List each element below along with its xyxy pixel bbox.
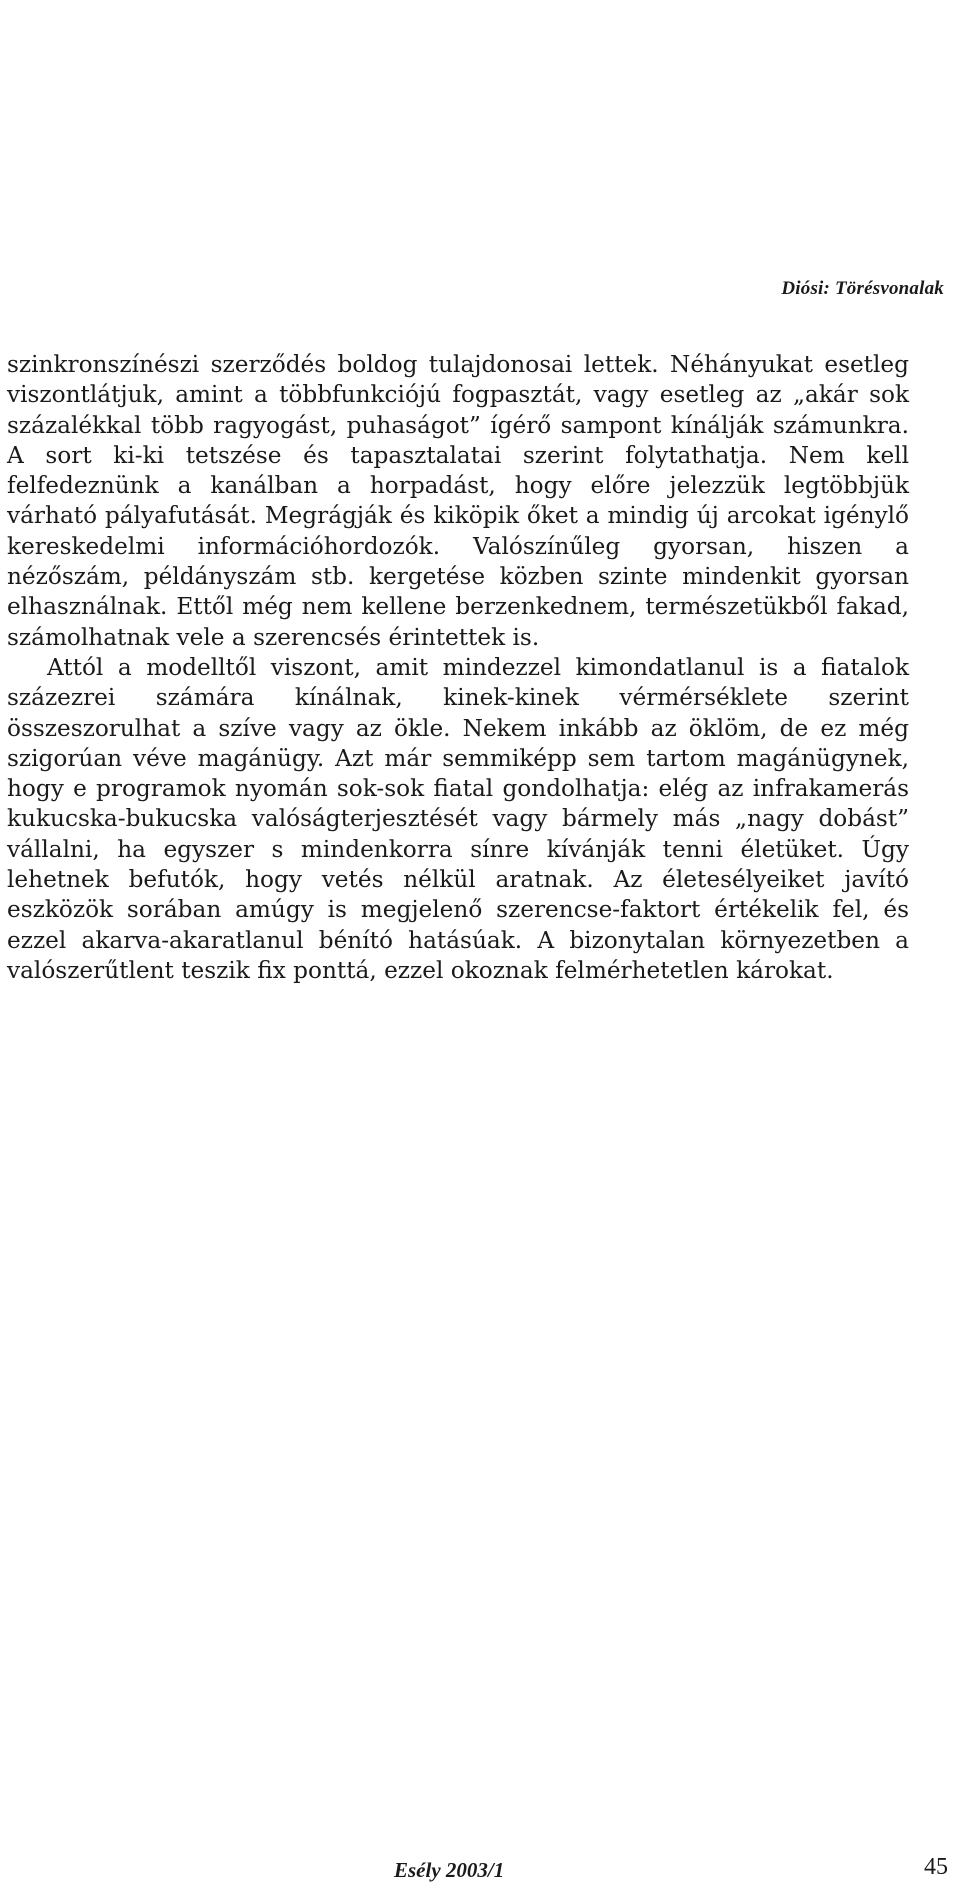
paragraph: szinkronszínészi szerződés boldog tulajdonosai lettek. Néhányukat esetleg viszontlátjuk, amint a többfunkciójú fogpasztát, vagy esetleg az „akár sok százalékkal több ragyogást, puhaságot” ígérő sampont kínálják számunkra. A sort ki-ki tetszése és tapasztalatai szerint folytathatja. Nem kell felfedeznünk a kanálban a horpadást, hogy előre jelezzük legtöbbjük várható pályafutását. Megrágják és kiköpik őket a mindig új arcokat igénylő kereskedelmi információhordozók. Valószínűleg gyorsan, hiszen a nézőszám, példányszám stb. kergetése közben szinte mindenkit gyorsan elhasználnak. Ettől még nem kellene berzenkednem, természetükből fakad, számolhatnak vele a szerencsés érintettek is. (7, 351, 909, 651)
running-head-title: Diósi: Törésvonalak (781, 278, 944, 299)
page-number: 45 (924, 1854, 948, 1880)
paragraph: Attól a modelltől viszont, amit mindezzel kimondatlanul is a fiatalok százezrei számára kínálnak, kinek-kinek vérmérséklete szerint összeszorulhat a szíve vagy az ökle. Nekem inkább az öklöm, de ez még szigorúan véve magánügy. Azt már semmiképp sem tartom magánügynek, hogy e programok nyomán sok-sok fiatal gondolhatja: elég az infrakamerás kukucska-bukucska valóságterjesztését vagy bármely más „nagy dobást” vállalni, ha egyszer s mindenkorra sínre kívánják tenni életüket. Úgy lehetnek befutók, hogy vetés nélkül aratnak. Az életesélyeiket javító eszközök sorában amúgy is megjelenő szerencse-faktort értékelik fel, és ezzel akarva-akaratlanul bénító hatásúak. A bizonytalan környezetben a valószerűtlent teszik fix ponttá, ezzel okoznak felmérhetetlen károkat. (7, 653, 909, 984)
article-body (7, 350, 909, 986)
footer-journal-issue: Esély 2003/1 (394, 1858, 505, 1882)
